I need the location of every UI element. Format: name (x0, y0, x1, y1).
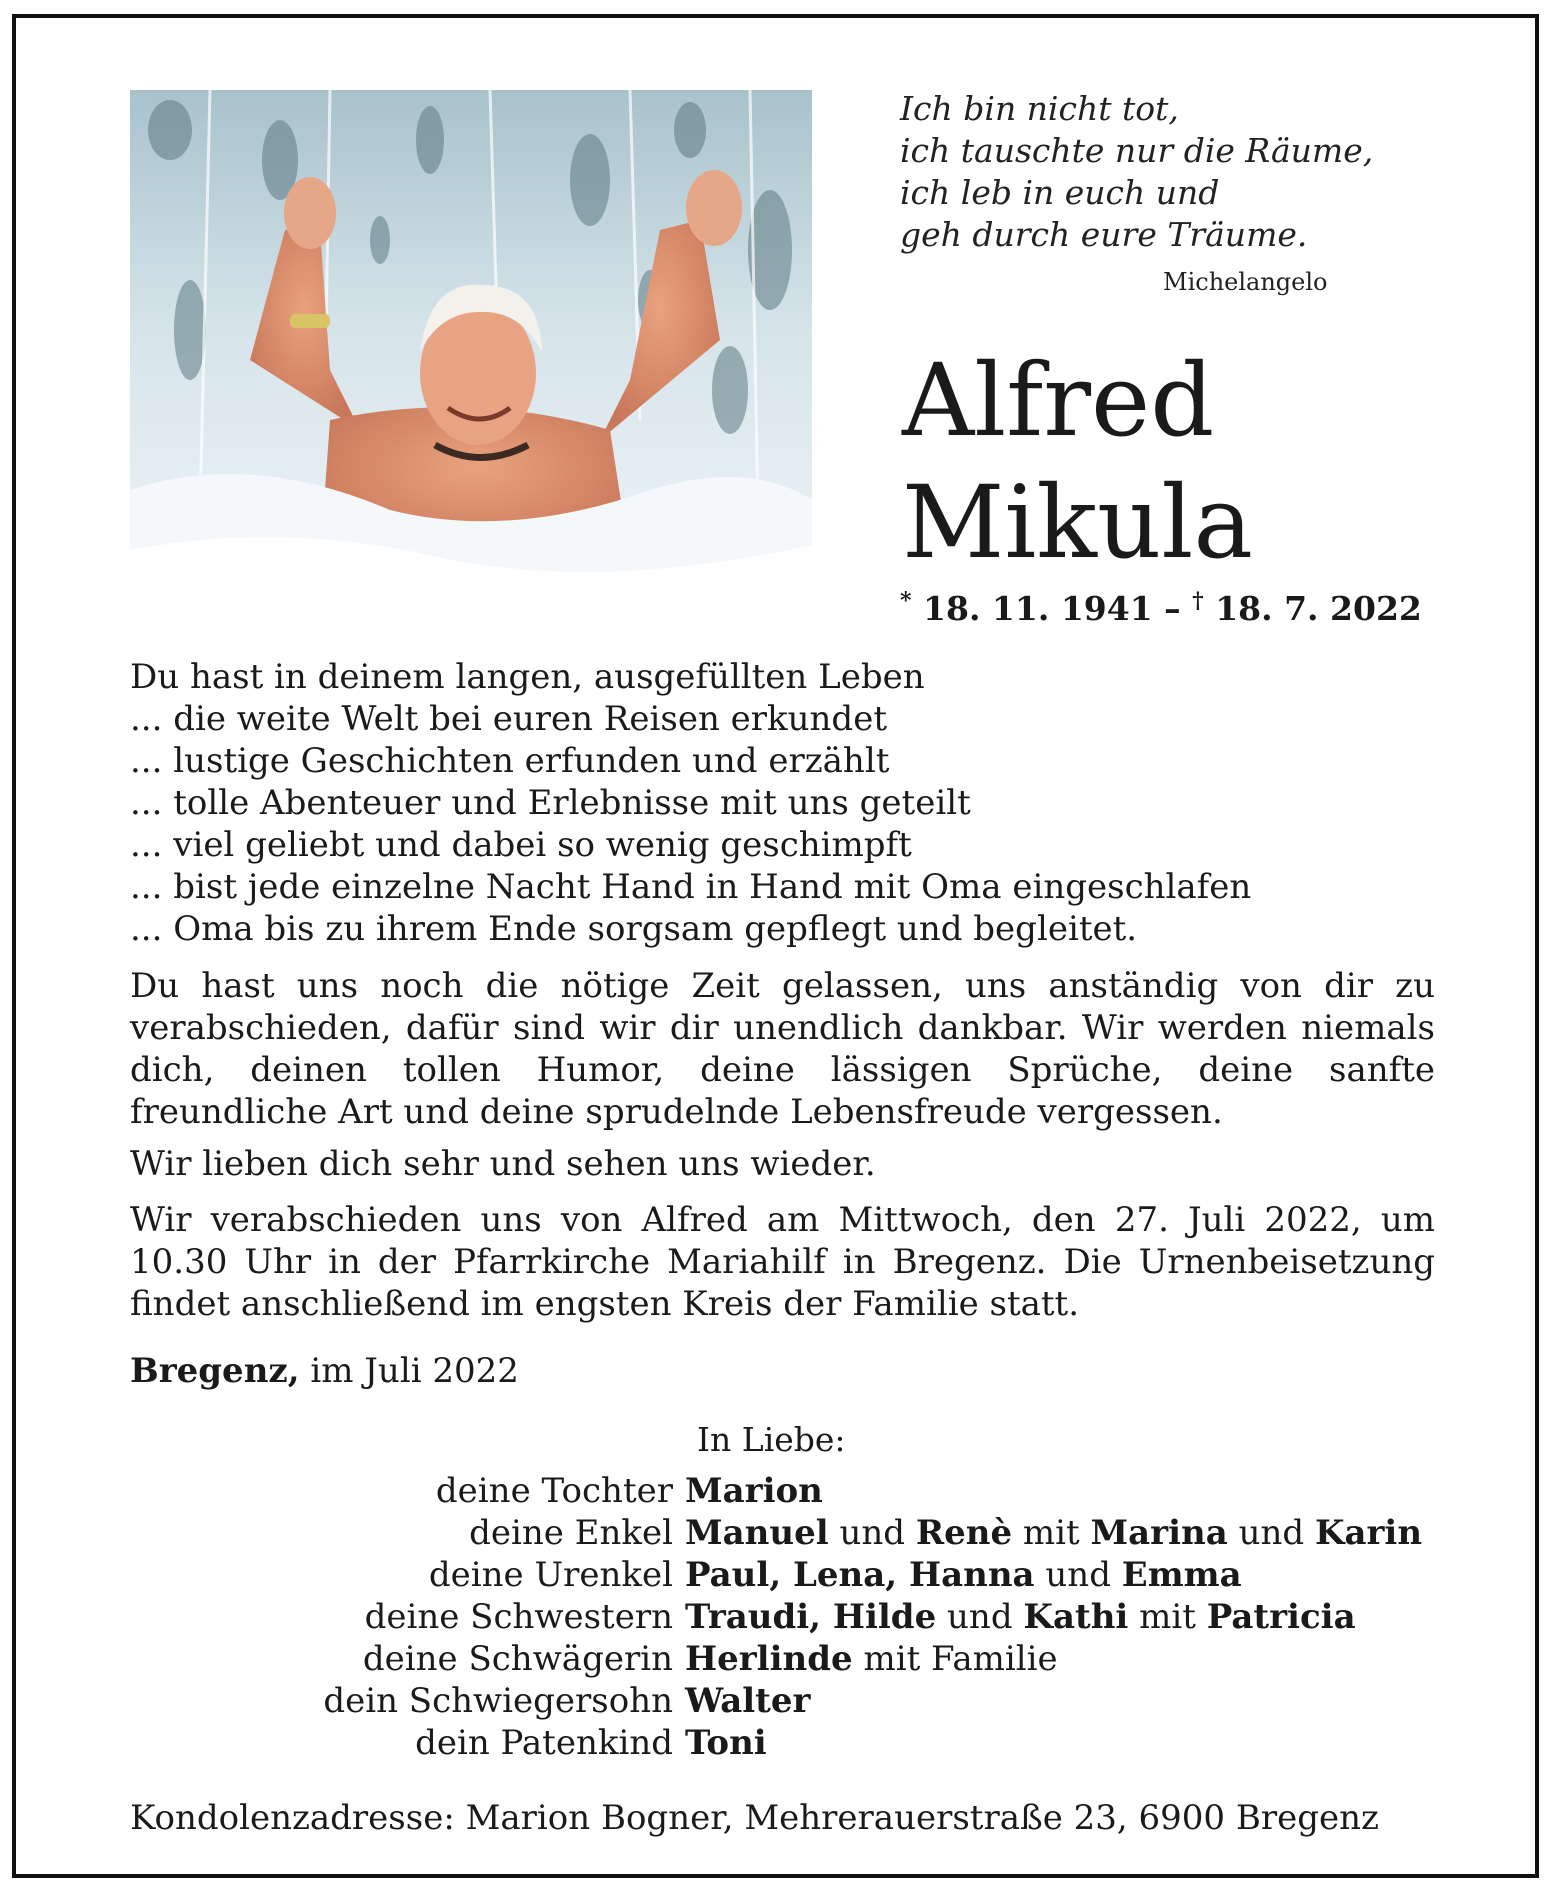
family-name: Herlinde (685, 1639, 853, 1679)
family-name: Marion (685, 1471, 823, 1511)
tribute-line: ... lustige Geschichten erfunden und erzählt (130, 741, 890, 781)
condolence-address: Kondolenzadresse: Marion Bogner, Mehrerauerstraße 23, 6900 Bregenz (130, 1798, 1379, 1838)
quote-line: ich tauschte nur die Räume, (900, 131, 1374, 170)
family-row (130, 1722, 1450, 1764)
place-date (130, 1351, 519, 1391)
quote-line: ich leb in euch und (900, 173, 1220, 212)
first-name: Alfred (902, 342, 1215, 459)
relation-label: dein Schwiegersohn (323, 1681, 673, 1721)
tribute-line: ... die weite Welt bei euren Reisen erkundet (130, 699, 887, 739)
family-name: Emma (1121, 1555, 1242, 1595)
relation-label: deine Urenkel (428, 1555, 673, 1595)
tribute-list (130, 656, 1435, 950)
ceremony-paragraph: Wir verabschieden uns von Alfred am Mittwoch, den 27. Juli 2022, um 10.30 Uhr in der Pfarrkirche Mariahilf in Bregenz. Die Urnenbeisetzung findet anschließend im engsten Kreis der Familie statt. (130, 1200, 1435, 1324)
relation-label: dein Patenkind (415, 1723, 673, 1763)
portrait-photo (130, 90, 812, 624)
family-name: Patricia (1206, 1597, 1356, 1637)
family-name: Marina (1090, 1513, 1228, 1553)
connector: mit (1022, 1513, 1080, 1553)
connector: und (947, 1597, 1013, 1637)
family-name: Manuel (685, 1513, 829, 1553)
relation-label: deine Tochter (435, 1471, 673, 1511)
family-name: Karin (1314, 1513, 1423, 1553)
family-intro: In Liebe: (697, 1420, 846, 1459)
relation-label: deine Schwägerin (362, 1639, 673, 1679)
family-row (130, 1638, 1450, 1680)
family-row (130, 1512, 1450, 1554)
family-name: Traudi, Hilde (685, 1597, 937, 1637)
family-name: Walter (685, 1681, 811, 1721)
family-list (130, 1470, 1450, 1764)
family-name: Renè (915, 1513, 1013, 1553)
farewell-paragraph: Du hast uns noch die nötige Zeit gelassen, uns anständig von dir zu verabschieden, dafür sind wir dir unendlich dankbar. Wir werden niemals dich, deinen tollen Humor, deine lässigen Sprüche, deine sanfte freundliche Art und deine sprudelnde Lebensfreude vergessen. (130, 966, 1435, 1132)
love-paragraph: Wir lieben dich sehr und sehen uns wieder. (130, 1144, 876, 1184)
connector: mit (1139, 1597, 1196, 1637)
family-row (130, 1554, 1450, 1596)
quote-poem (900, 88, 1373, 256)
quote-line: geh durch eure Träume. (900, 215, 1308, 254)
family-name: Toni (685, 1723, 767, 1763)
family-row (130, 1596, 1450, 1638)
connector: und (1238, 1513, 1305, 1553)
tribute-line: Du hast in deinem langen, ausgefüllten Leben (130, 657, 925, 697)
tribute-line: ... tolle Abenteuer und Erlebnisse mit uns geteilt (130, 783, 971, 823)
place-month: im Juli 2022 (310, 1351, 519, 1391)
family-name: Kathi (1023, 1597, 1129, 1637)
quote-author: Michelangelo (1163, 268, 1328, 296)
last-name: Mikula (902, 464, 1253, 581)
date-dash: – (1164, 589, 1181, 628)
tribute-line: ... viel geliebt und dabei so wenig geschimpft (130, 825, 912, 865)
family-name: Paul, Lena, Hanna (685, 1555, 1035, 1595)
family-row (130, 1680, 1450, 1722)
tribute-line: ... Oma bis zu ihrem Ende sorgsam gepflegt und begleitet. (130, 909, 1138, 949)
birth-symbol: * (900, 588, 912, 614)
birth-date: 18. 11. 1941 (923, 589, 1153, 628)
quote-line: Ich bin nicht tot, (900, 89, 1179, 128)
deceased-name (902, 340, 1253, 584)
family-row (130, 1470, 1450, 1512)
connector: mit Familie (863, 1639, 1058, 1679)
relation-label: deine Enkel (469, 1513, 673, 1553)
tribute-line: ... bist jede einzelne Nacht Hand in Hand mit Oma eingeschlafen (130, 867, 1252, 907)
place-city: Bregenz, (130, 1351, 300, 1391)
life-dates (900, 588, 1422, 628)
death-date: 18. 7. 2022 (1215, 589, 1422, 628)
connector: und (839, 1513, 906, 1553)
relation-label: deine Schwestern (364, 1597, 673, 1637)
connector: und (1045, 1555, 1111, 1595)
death-symbol: † (1192, 588, 1204, 614)
